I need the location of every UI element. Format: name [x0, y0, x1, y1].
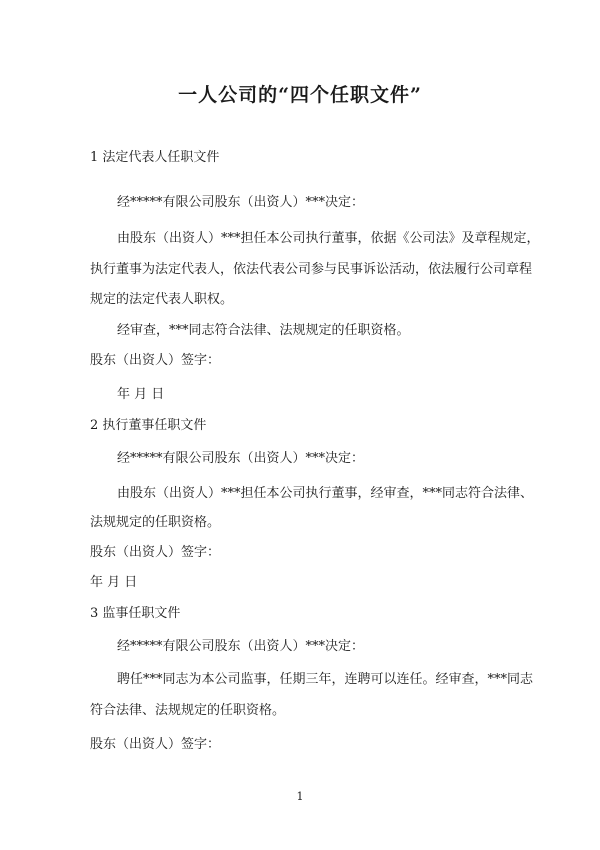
body-line: 执行董事为法定代表人，依法代表公司参与民事诉讼活动，依法履行公司章程	[90, 262, 533, 277]
signature-line: 股东（出资人）签字：	[90, 737, 221, 752]
body-line: 符合法律、法规规定的任职资格。	[90, 703, 286, 718]
decision-line: 经*****有限公司股东（出资人）***决定：	[117, 451, 365, 466]
document-title: 一人公司的“四个任职文件”	[178, 84, 422, 106]
signature-line: 股东（出资人）签字：	[90, 353, 221, 368]
section-heading: 1 法定代表人任职文件	[90, 150, 220, 165]
section-heading: 3 监事任职文件	[90, 606, 181, 621]
section-heading: 2 执行董事任职文件	[90, 418, 207, 433]
signature-line: 股东（出资人）签字：	[90, 545, 221, 560]
body-line: 由股东（出资人）***担任本公司执行董事，经审查，***同志符合法律、	[117, 486, 534, 501]
page-number: 1	[296, 790, 304, 803]
body-line: 由股东（出资人）***担任本公司执行董事，依据《公司法》及章程规定，	[117, 231, 540, 246]
decision-line: 经*****有限公司股东（出资人）***决定：	[117, 195, 365, 210]
date-line: 年 月 日	[117, 387, 165, 402]
body-line: 规定的法定代表人职权。	[90, 292, 234, 307]
body-line: 聘任***同志为本公司监事，任期三年，连聘可以连任。经审查，***同志	[117, 672, 534, 687]
review-line: 经审查，***同志符合法律、法规规定的任职资格。	[117, 323, 410, 338]
body-line: 法规规定的任职资格。	[90, 515, 221, 530]
date-line: 年 月 日	[90, 575, 138, 590]
decision-line: 经*****有限公司股东（出资人）***决定：	[117, 639, 365, 654]
